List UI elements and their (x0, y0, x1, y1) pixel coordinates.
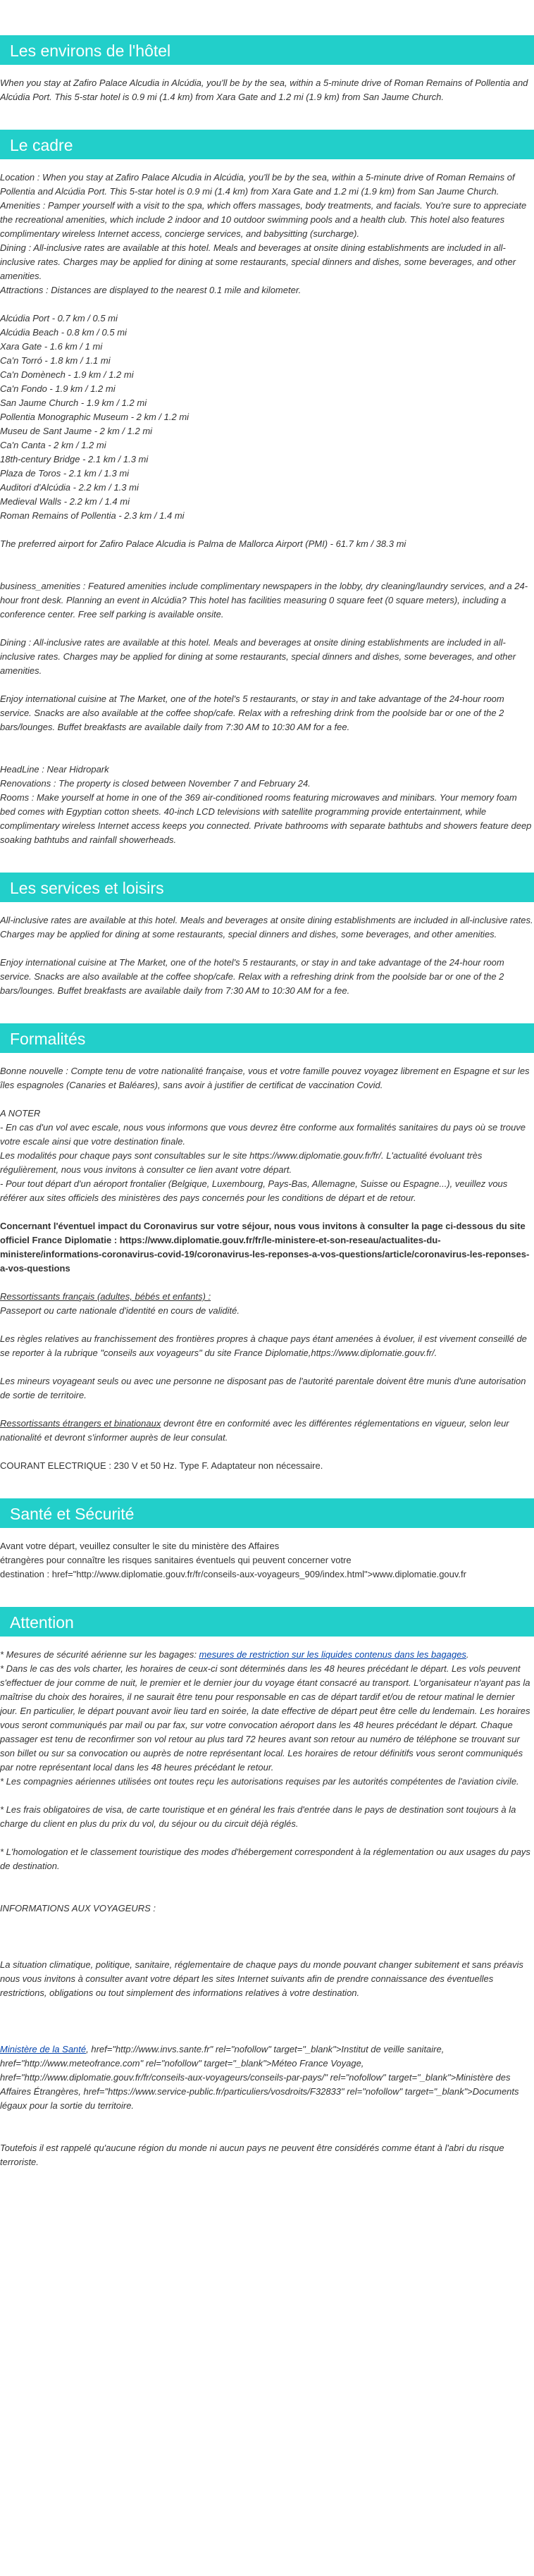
poi-item: Plaza de Toros - 2.1 km / 1.3 mi (0, 468, 130, 479)
info-heading: INFORMATIONS AUX VOYAGEURS : (0, 1903, 156, 1913)
paragraph: * Dans le cas des vols charter, les horaires de ceux-ci sont déterminés dans les 48 heures précédant le départ. Les vols peuvent s'effectuer de jour comme de nuit, le premier et le dernier jour du voyage étant consacré au transport. L'organisateur n'ayant pas la maîtrise du choix des horaires, il ne saurait être tenu pour responsable en cas de départ tardif et/ou de retour matinal le dernier jour. En particulier, le départ pouvant avoir lieu tard en soirée, la date effective de départ peut être celle du lendemain. Les horaires vous seront communiqués par mail ou par fax, sur votre convocation aéroport dans les 48 heures précédant le départ. Chaque passager est tenu de reconfirmer son vol retour au plus tard 72 heures avant son retour au numéro de téléphone se trouvant sur son billet ou sur sa convocation ou auprès de notre représentant local. Les horaires de retour définitifs vous seront communiqués par notre représentant local dans les 48 heures précédant le retour. (0, 1663, 530, 1773)
poi-item: Medieval Walls - 2.2 km / 1.4 mi (0, 496, 130, 507)
section-cadre (0, 130, 534, 847)
cuisine-text: Enjoy international cuisine at The Market, one of the hotel's 5 restaurants, or stay in and take advantage of the 24-hour room service. Snacks are also available at the coffee shop/cafe. Relax with a refreshing drink from the poolside bar or one of the 2 bars/lounges. Buffet breakfasts are available daily from 7:30 AM to 10:30 AM for a fee. (0, 694, 504, 732)
sante-line: destination : href="http://www.diplomatie.gouv.fr/fr/conseils-aux-voyageurs_909/index.html">www.diplomatie.gouv.fr (0, 1569, 466, 1579)
rooms-text: Rooms : Make yourself at home in one of the 369 air-conditioned rooms featuring microwaves and minibars. Your memory foam bed comes with Egyptian cotton sheets. 40-inch LCD televisions with satellite programming provide entertainment, while complimentary wireless Internet access keeps you connected. Private bathrooms with separate bathtubs and showers feature deep soaking bathtubs and rainfall showerheads. (0, 792, 532, 845)
poi-item: Museu de Sant Jaume - 2 km / 1.2 mi (0, 426, 153, 436)
poi-list (0, 312, 534, 523)
poi-item: Alcúdia Beach - 0.8 km / 0.5 mi (0, 327, 127, 338)
section-sante (0, 1498, 534, 1582)
poi-item: Alcúdia Port - 0.7 km / 0.5 mi (0, 313, 118, 323)
note-item: Les modalités pour chaque pays sont consultables sur le site https://www.diplomatie.gouv.fr/fr/. L'actualité évoluant très régulièrement, nous vous invitons à consulter ce lien avant votre départ. (0, 1150, 483, 1175)
renovations-text: Renovations : The property is closed between November 7 and February 24. (0, 778, 311, 789)
courant-text: COURANT ELECTRIQUE : 230 V et 50 Hz. Type F. Adaptateur non nécessaire. (0, 1460, 323, 1471)
paragraph: * Les frais obligatoires de visa, de carte touristique et en général les frais d'entrée dans le pays de destination sont toujours à la charge du client en plus du prix du vol, du séjour ou du circuit déjà réglés. (0, 1804, 516, 1829)
text-suffix: . (466, 1649, 469, 1660)
links-text: , href="http://www.invs.sante.fr" rel="nofollow" target="_blank">Institut de veille sanitaire, href="http://www.meteofrance.com" rel="nofollow" target="_blank">Méteo France Voyage, href="http://www.diplomatie.gouv.fr/fr/conseils-aux-voyageurs/conseils-par-pays/" rel="nofollow" target="_blank">Ministère des Affaires Étrangères, href="https://www.service-public.fr/particuliers/vosdroits/F32833" rel="nofollow" target="_blank">Documents légaux pour la sortie du territoire. (0, 2044, 519, 2111)
paragraph (0, 2042, 534, 2113)
poi-item: Auditori d'Alcúdia - 2.2 km / 1.3 mi (0, 482, 139, 493)
regles-text: Les règles relatives au franchissement des frontières propres à chaque pays étant amenées à évoluer, il est vivement conseillé de se reporter à la rubrique "conseils aux voyageurs" du site France Diplomatie,https://www.diplomatie.gouv.fr/. (0, 1333, 527, 1358)
mineurs-text: Les mineurs voyageant seuls ou avec une personne ne disposant pas de l'autorité parentale doivent être munis d'une autorisation de sortie de territoire. (0, 1376, 526, 1400)
etrangers-text (0, 1417, 534, 1445)
sante-line: Avant votre départ, veuillez consulter le site du ministère des Affaires (0, 1541, 280, 1551)
section-title: Attention (0, 1607, 534, 1637)
section-formalites (0, 1023, 534, 1473)
poi-item: San Jaume Church - 1.9 km / 1.2 mi (0, 398, 147, 408)
etrangers-body: devront être en conformité avec les différentes réglementations en vigueur, selon leur nationalité et devront s'informer auprès de leur consulat. (0, 1418, 509, 1443)
paragraph: * L'homologation et le classement touristique des modes d'hébergement correspondent à la réglementation ou aux usages du pays de destination. (0, 1847, 530, 1871)
attractions-text: Attractions : Distances are displayed to the nearest 0.1 mile and kilometer. (0, 285, 302, 295)
note-item: - En cas d'un vol avec escale, nous vous informons que vous devrez être conforme aux formalités sanitaires du pays où se trouve votre escale ainsi que votre destination finale. (0, 1122, 526, 1147)
paragraph: Toutefois il est rappelé qu'aucune région du monde ni aucun pays ne peuvent être considérés comme étant à l'abri du risque terroriste. (0, 2143, 504, 2167)
section-environs (0, 35, 534, 104)
poi-item: Ca'n Fondo - 1.9 km / 1.2 mi (0, 383, 116, 394)
poi-item: Ca'n Torró - 1.8 km / 1.1 mi (0, 355, 111, 366)
dining-text: Dining : All-inclusive rates are available at this hotel. Meals and beverages at onsite dining establishments are included in all-inclusive rates. Charges may be applied for dining at some restaurants, special dinners and dishes, some beverages, and other amenities. (0, 637, 516, 676)
poi-item: 18th-century Bridge - 2.1 km / 1.3 mi (0, 454, 149, 464)
paragraph: La situation climatique, politique, sanitaire, réglementaire de chaque pays du monde pouvant changer subitement et sans préavis (0, 1959, 523, 1970)
paragraph (0, 1648, 534, 1662)
etrangers-title: Ressortissants étrangers et binationaux (0, 1418, 161, 1429)
headline-text: HeadLine : Near Hidropark (0, 764, 109, 775)
liquids-restriction-link[interactable]: mesures de restriction sur les liquides contenus dans les bagages (199, 1649, 466, 1660)
note-item: - Pour tout départ d'un aéroport frontalier (Belgique, Luxembourg, Pays-Bas, Allemagne, Suisse ou Espagne...), veuillez vous référer aux sites officiels des ministères des pays concernés pour les conditions de départ et de retour. (0, 1178, 508, 1203)
section-title: Le cadre (0, 130, 534, 159)
paragraph: nous vous invitons à consulter avant votre départ les sites Internet suivants afin de prendre connaissance des éventuelles restrictions, obligations ou tout simplement des informations relatives à votre destination. (0, 1973, 494, 1998)
paragraph: All-inclusive rates are available at this hotel. Meals and beverages at onsite dining establishments are included in all-inclusive rates. Charges may be applied for dining at some restaurants, special dinners and dishes, some beverages, and other amenities. (0, 915, 533, 939)
paragraph: When you stay at Zafiro Palace Alcudia in Alcúdia, you'll be by the sea, within a 5-minute drive of Roman Remains of Pollentia and Alcúdia Port. This 5-star hotel is 0.9 mi (1.4 km) from Xara Gate and 1.2 mi (1.9 km) from San Jaume Church. (0, 78, 528, 102)
sante-line: étrangères pour connaître les risques sanitaires éventuels qui peuvent concerner votre (0, 1555, 352, 1565)
coronavirus-notice: Concernant l'éventuel impact du Coronavirus sur votre séjour, nous vous invitons à consulter la page ci-dessous du site officiel France Diplomatie : https://www.diplomatie.gouv.fr/fr/le-ministere-et-son-reseau/actualites-du-ministere/informations-coronavirus-covid-19/coronavirus-les-reponses-a-vos-questions/article/coronavirus-les-reponses-a-vos-questions (0, 1221, 530, 1274)
note-heading: A NOTER (0, 1108, 41, 1118)
ressortissants-title: Ressortissants français (adultes, bébés et enfants) : (0, 1291, 211, 1302)
section-title: Santé et Sécurité (0, 1498, 534, 1528)
text-prefix: * Mesures de sécurité aérienne sur les bagages: (0, 1649, 199, 1660)
poi-item: Ca'n Canta - 2 km / 1.2 mi (0, 440, 106, 450)
paragraph: Enjoy international cuisine at The Market, one of the hotel's 5 restaurants, or stay in and take advantage of the 24-hour room service. Snacks are also available at the coffee shop/cafe. Relax with a refreshing drink from the poolside bar or one of the 2 bars/lounges. Buffet breakfasts are available daily from 7:30 AM to 10:30 AM for a fee. (0, 957, 504, 996)
ressortissants-text: Passeport ou carte nationale d'identité en cours de validité. (0, 1305, 240, 1316)
ministere-sante-link[interactable]: Ministère de la Santé (0, 2044, 87, 2054)
poi-item: Ca'n Domènech - 1.9 km / 1.2 mi (0, 369, 134, 380)
business-text: business_amenities : Featured amenities include complimentary newspapers in the lobby, dry cleaning/laundry services, and a 24-hour front desk. Planning an event in Alcúdia? This hotel has facilities measuring 0 square feet (0 square meters), including a conference center. Free self parking is available onsite. (0, 581, 528, 620)
section-attention (0, 1607, 534, 2169)
paragraph: Bonne nouvelle : Compte tenu de votre nationalité française, vous et votre famille pouvez voyagez librement en Espagne et sur les îles espagnoles (Canaries et Baléares), sans avoir à justifier de certificat de vaccination Covid. (0, 1066, 530, 1090)
section-title: Formalités (0, 1023, 534, 1053)
airport-text: The preferred airport for Zafiro Palace Alcudia is Palma de Mallorca Airport (PMI) - 61.7 km / 38.3 mi (0, 538, 406, 549)
poi-item: Roman Remains of Pollentia - 2.3 km / 1.4 mi (0, 510, 185, 521)
location-text: Location : When you stay at Zafiro Palace Alcudia in Alcúdia, you'll be by the sea, within a 5-minute drive of Roman Remains of Pollentia and Alcúdia Port. This 5-star hotel is 0.9 mi (1.4 km) from Xara Gate and 1.2 mi (1.9 km) from San Jaume Church. (0, 172, 515, 197)
section-title: Les services et loisirs (0, 873, 534, 902)
paragraph: * Les compagnies aériennes utilisées ont toutes reçu les autorisations requises par les autorités compétentes de l'aviation civile. (0, 1776, 519, 1787)
poi-item: Pollentia Monographic Museum - 2 km / 1.2 mi (0, 412, 190, 422)
dining-text: Dining : All-inclusive rates are available at this hotel. Meals and beverages at onsite dining establishments are included in all-inclusive rates. Charges may be applied for dining at some restaurants, special dinners and dishes, some beverages, and other amenities. (0, 242, 516, 281)
section-title: Les environs de l'hôtel (0, 35, 534, 65)
section-services (0, 873, 534, 998)
poi-item: Xara Gate - 1.6 km / 1 mi (0, 341, 103, 352)
amenities-text: Amenities : Pamper yourself with a visit to the spa, which offers massages, body treatments, and facials. You're sure to appreciate the recreational amenities, which include 2 indoor and 10 outdoor swimming pools and a health club. This hotel also features complimentary wireless Internet access, concierge services, and babysitting (surcharge). (0, 200, 527, 239)
